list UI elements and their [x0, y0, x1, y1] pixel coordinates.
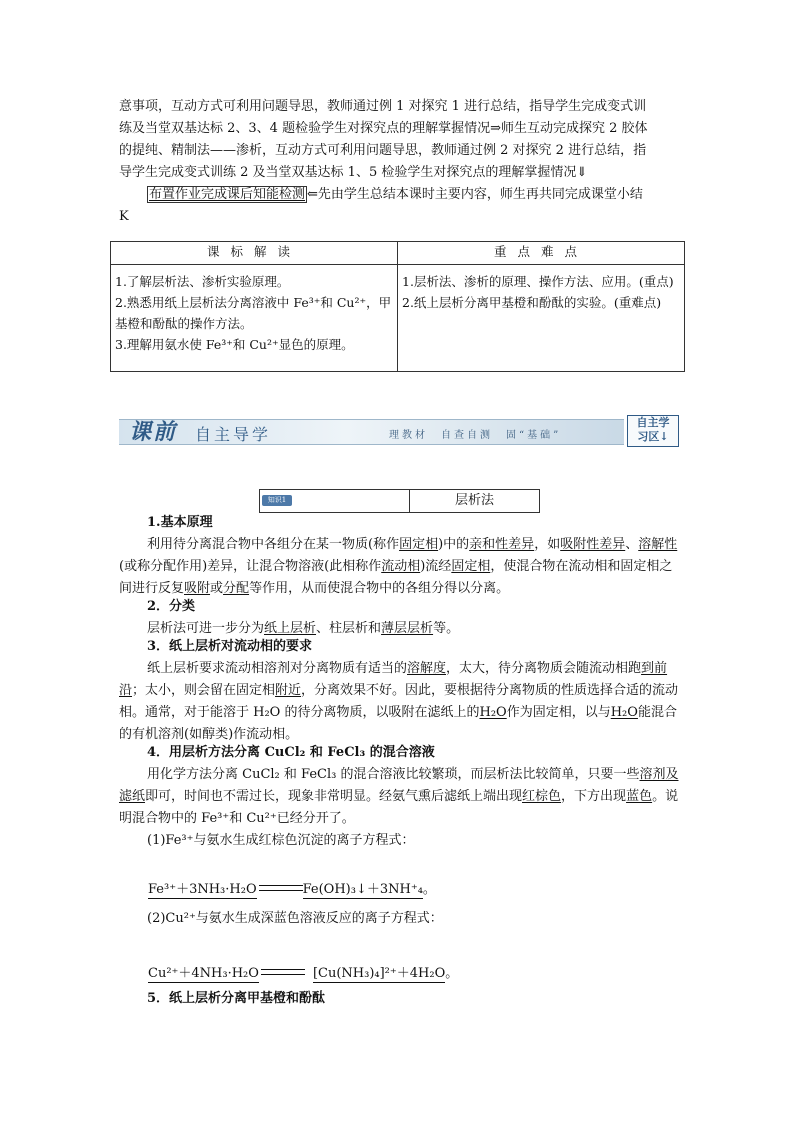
- classification-section: [119, 596, 679, 640]
- intro-line: 练及当堂双基达标 2、3、4 题检验学生对探究点的理解掌握情况⇒师生互动完成探究 2 胶体: [119, 121, 648, 136]
- intro-line: 意事项，互动方式可利用问题导思，教师通过例 1 对探究 1 进行总结，指导学生完成变式训: [119, 99, 647, 114]
- section-heading-box: [259, 489, 540, 513]
- section-title: 层析法: [454, 493, 494, 508]
- standards-cell: [111, 265, 398, 372]
- banner-tag: [627, 415, 679, 447]
- separation-text: 用化学方法分离 CuCl₂ 和 FeCl₃ 的混合溶液比较繁琐，而层析法比较简单，只要一些溶剂及滤纸即可，时间也不需过长，现象非常明显。经氨气熏后滤纸上端出现红棕色，下方出现蓝色。说明混合物中的 Fe³⁺和 Cu²⁺已经分开了。: [119, 767, 679, 826]
- intro-line: K: [119, 209, 129, 224]
- question-2-block: [119, 908, 679, 930]
- assignment-box: 布置作业完成课后知能检测: [149, 187, 306, 202]
- standard-item: 3.理解用氨水使 Fe³⁺和 Cu²⁺显色的原理。: [115, 337, 354, 352]
- knowledge-badge: 知识1: [262, 495, 292, 506]
- separation-section: [119, 742, 679, 852]
- header-standards: 课标解读: [111, 242, 398, 265]
- mobile-phase-heading: 3．纸上层析对流动相的要求: [147, 639, 313, 654]
- equals-sign: [259, 885, 303, 891]
- banner-title-italic: 课前: [129, 419, 178, 445]
- equation-2-end: 。: [445, 966, 459, 981]
- equation-1-right: Fe(OH)₃↓＋3NH⁺₄: [302, 882, 423, 897]
- mobile-phase-section: [119, 636, 679, 746]
- key-point-item: 2.纸上层析分离甲基橙和酚酞的实验。(重难点): [402, 295, 662, 310]
- key-points-cell: [398, 265, 685, 372]
- banner-subtitle: 理教材 自查自测 固“基础”: [389, 430, 562, 441]
- equation-1-end: 。: [422, 882, 436, 897]
- classification-heading: 2．分类: [147, 599, 196, 614]
- standard-item: 1.了解层析法、渗析实验原理。: [115, 274, 290, 289]
- standards-table: [110, 241, 685, 372]
- equation-2: [148, 964, 458, 984]
- principle-text: 利用待分离混合物中各组分在某一物质(称作固定相)中的亲和性差异，如吸附性差异、溶解性(或称分配作用)差异，让混合物溶液(此相称作流动相)流经固定相，使混合物在流动相和固定相之间进行反复吸附或分配等作用，从而使混合物中的各组分得以分离。: [119, 537, 678, 596]
- intro-line: 导学生完成变式训练 2 及当堂双基达标 1、5 检验学生对探究点的理解掌握情况⇓: [119, 165, 588, 180]
- methyl-orange-section: [119, 988, 679, 1010]
- intro-text: ⇐先由学生总结本课时主要内容，师生再共同完成课堂小结: [307, 187, 643, 202]
- banner-tag-line: 自主学: [636, 416, 670, 429]
- equation-2-left: Cu²⁺＋4NH₃·H₂O: [148, 966, 259, 981]
- methyl-orange-heading: 5．纸上层析分离甲基橙和酚酞: [147, 991, 326, 1006]
- banner-tag-line: 习区↓: [637, 430, 669, 443]
- intro-paragraph: [119, 96, 679, 228]
- principle-section: [119, 512, 679, 600]
- question-1: (1)Fe³⁺与氨水生成红棕色沉淀的离子方程式：: [147, 833, 415, 848]
- equals-sign: [261, 969, 305, 975]
- section-banner: [119, 413, 679, 449]
- equation-1: [148, 880, 436, 900]
- header-key-points: 重点难点: [398, 242, 685, 265]
- equation-2-right: [Cu(NH₃)₄]²⁺＋4H₂O: [312, 966, 446, 981]
- intro-line: 的提纯、精制法——渗析，互动方式可利用问题导思，教师通过例 2 对探究 2 进行总结，指: [119, 143, 647, 158]
- principle-heading: 1.基本原理: [147, 515, 213, 530]
- mobile-phase-text: 纸上层析要求流动相溶剂对分离物质有适当的溶解度，太大，待分离物质会随流动相跑到前沿；太小，则会留在固定相附近，分离效果不好。因此，要根据待分离物质的性质选择合适的流动相。通常，对于能溶于 H₂O 的待分离物质，以吸附在滤纸上的H₂O作为固定相，以与H₂O能混合的有机溶剂(如醇类)作流动相。: [119, 661, 679, 742]
- intro-line: [119, 184, 679, 206]
- separation-heading: 4．用层析方法分离 CuCl₂ 和 FeCl₃ 的混合溶液: [147, 745, 435, 760]
- equation-1-left: Fe³⁺＋3NH₃·H₂O: [148, 882, 257, 897]
- standard-item: 2.熟悉用纸上层析法分离溶液中 Fe³⁺和 Cu²⁺，甲基橙和酚酞的操作方法。: [115, 295, 392, 331]
- section-badge-cell: [260, 490, 410, 512]
- classification-text: 层析法可进一步分为纸上层析、柱层析和薄层层析等。: [147, 621, 460, 636]
- banner-title: 自主导学: [195, 425, 272, 444]
- key-point-item: 1.层析法、渗析的原理、操作方法、应用。(重点): [402, 274, 674, 289]
- question-2: (2)Cu²⁺与氨水生成深蓝色溶液反应的离子方程式：: [147, 911, 443, 926]
